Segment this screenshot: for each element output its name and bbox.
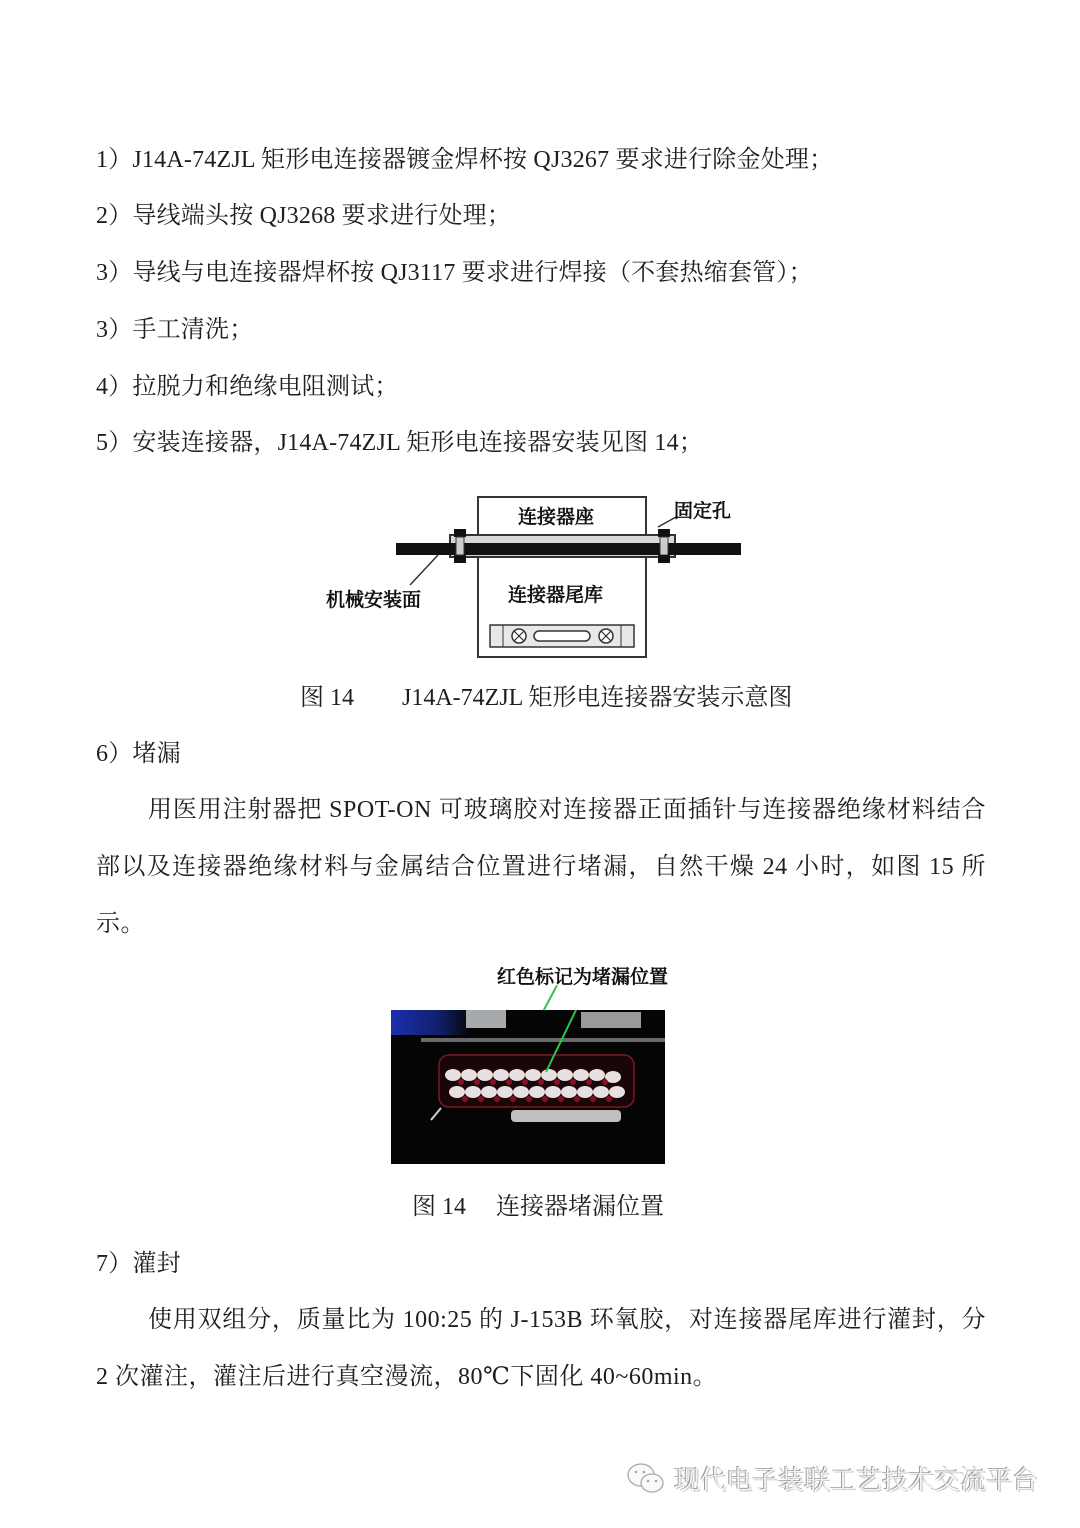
figure-15-number: 图 14: [412, 1194, 466, 1220]
figure-15-photo: [391, 1010, 665, 1164]
footer-text: 现代电子装联工艺技术交流平台: [674, 1466, 1039, 1496]
label-connector-seat: 连接器座: [518, 506, 595, 528]
wechat-icon: [626, 1462, 666, 1496]
step-4: 4）拉脱力和绝缘电阻测试；: [96, 374, 399, 400]
label-fixing-hole: 固定孔: [674, 500, 732, 522]
section-7-heading: 7）灌封: [96, 1251, 181, 1277]
figure-15-title: 连接器堵漏位置: [496, 1194, 664, 1220]
section-6-paragraph: 用医用注射器把 SPOT-ON 可玻璃胶对连接器正面插针与连接器绝缘材料结合部以及连接器绝缘材料与金属结合位置进行堵漏，自然干燥 24 小时，如图 15 所示。: [96, 797, 986, 937]
section-6-heading: 6）堵漏: [96, 741, 181, 767]
step-2: 2）导线端头按 QJ3268 要求进行处理；: [96, 203, 512, 229]
figure-15-annotation: 红色标记为堵漏位置: [497, 966, 669, 988]
figure-14-number: 图 14: [300, 685, 354, 711]
step-5: 5）安装连接器，J14A-74ZJL 矩形电连接器安装见图 14；: [96, 430, 704, 456]
step-1: 1）J14A-74ZJL 矩形电连接器镀金焊杯按 QJ3267 要求进行除金处理；: [96, 147, 834, 173]
figure-14-title: J14A-74ZJL 矩形电连接器安装示意图: [402, 685, 793, 711]
figure-15-caption: [412, 1192, 664, 1222]
section-7-paragraph: 使用双组分，质量比为 100:25 的 J-153B 环氧胶，对连接器尾库进行灌封，分 2 次灌注，灌注后进行真空漫流，80℃下固化 40~60min。: [96, 1307, 986, 1390]
label-mounting-surface: 机械安装面: [326, 589, 422, 611]
connector-photo: [391, 1010, 665, 1164]
footer-watermark: [626, 1460, 1038, 1497]
figure-14-diagram: [310, 485, 770, 665]
step-3b: 3）手工清洗；: [96, 317, 254, 343]
step-3: 3）导线与电连接器焊杯按 QJ3117 要求进行焊接（不套热缩套管）；: [96, 260, 813, 286]
label-connector-tail: 连接器尾库: [508, 584, 604, 606]
figure-14-caption: [300, 683, 792, 713]
